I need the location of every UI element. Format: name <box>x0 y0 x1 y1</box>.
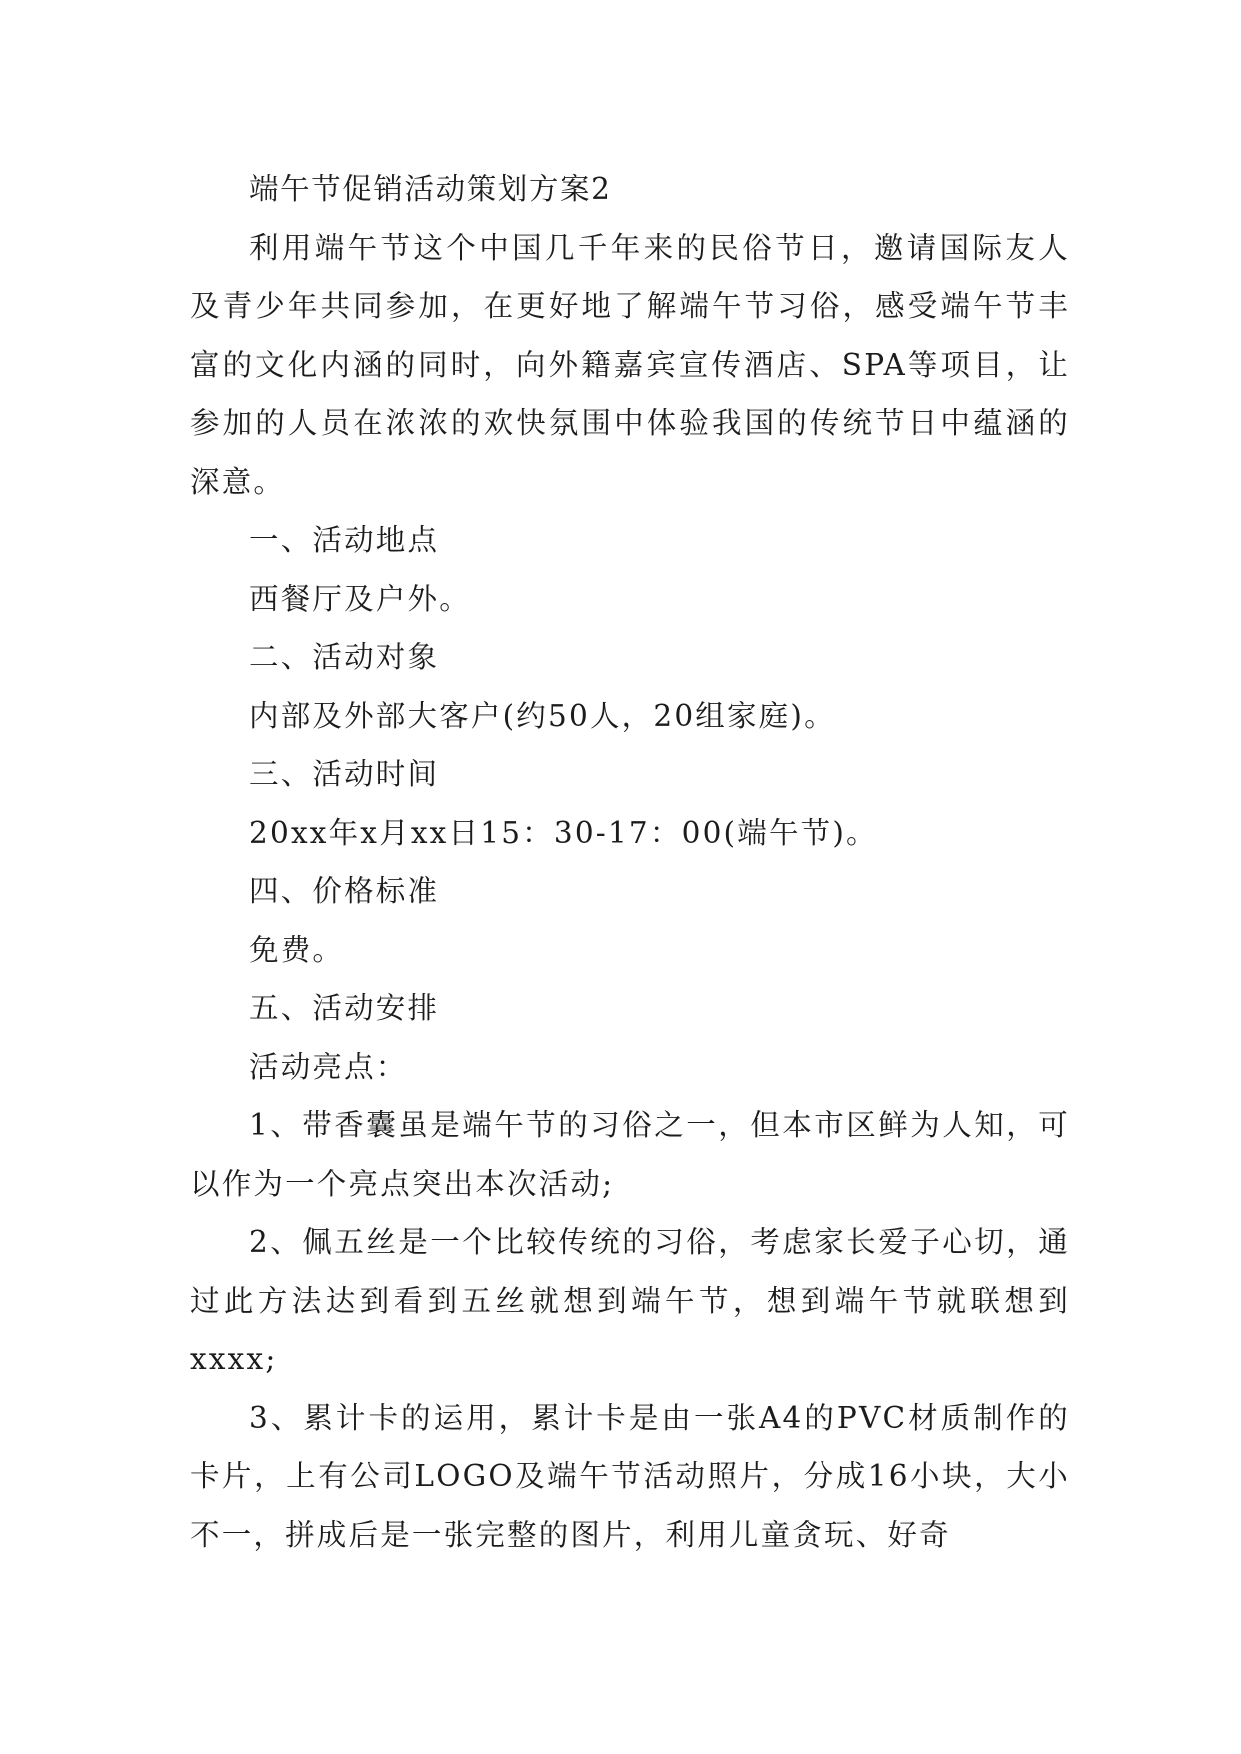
document-body <box>190 160 1070 1564</box>
section-heading-arrangement: 五、活动安排 <box>249 991 440 1025</box>
section-body-arrangement: 活动亮点： <box>249 1049 408 1084</box>
section-heading-location: 一、活动地点 <box>249 523 440 557</box>
intro-paragraph: 利用端午节这个中国几千年来的民俗节日，邀请国际友人及青少年共同参加，在更好地了解端午节习俗，感受端午节丰富的文化内涵的同时，向外籍嘉宾宣传酒店、SPA等项目，让参加的人员在浓浓的欢快氛围中体验我国的传统节日中蕴涵的深意。 <box>190 230 1070 499</box>
section-body-price: 免费。 <box>249 932 345 967</box>
section-body-time: 20xx年x月xx日15：30-17：00(端午节)。 <box>249 815 878 850</box>
highlight-item: 2、佩五丝是一个比较传统的习俗，考虑家长爱子心切，通过此方法达到看到五丝就想到端午节，想到端午节就联想到xxxx; <box>190 1225 1070 1376</box>
section-heading-price: 四、价格标准 <box>249 874 440 908</box>
section-body-location: 西餐厅及户外。 <box>249 581 471 616</box>
highlight-item: 3、累计卡的运用，累计卡是由一张A4的PVC材质制作的卡片，上有公司LOGO及端午节活动照片，分成16小块，大小不一，拼成后是一张完整的图片，利用儿童贪玩、好奇 <box>190 1400 1070 1552</box>
highlight-item: 1、带香囊虽是端午节的习俗之一，但本市区鲜为人知，可以作为一个亮点突出本次活动; <box>190 1108 1070 1201</box>
section-heading-time: 三、活动时间 <box>249 757 440 791</box>
section-body-audience: 内部及外部大客户(约50人，20组家庭)。 <box>249 698 836 733</box>
section-heading-audience: 二、活动对象 <box>249 640 440 674</box>
document-title: 端午节促销活动策划方案2 <box>249 172 612 206</box>
